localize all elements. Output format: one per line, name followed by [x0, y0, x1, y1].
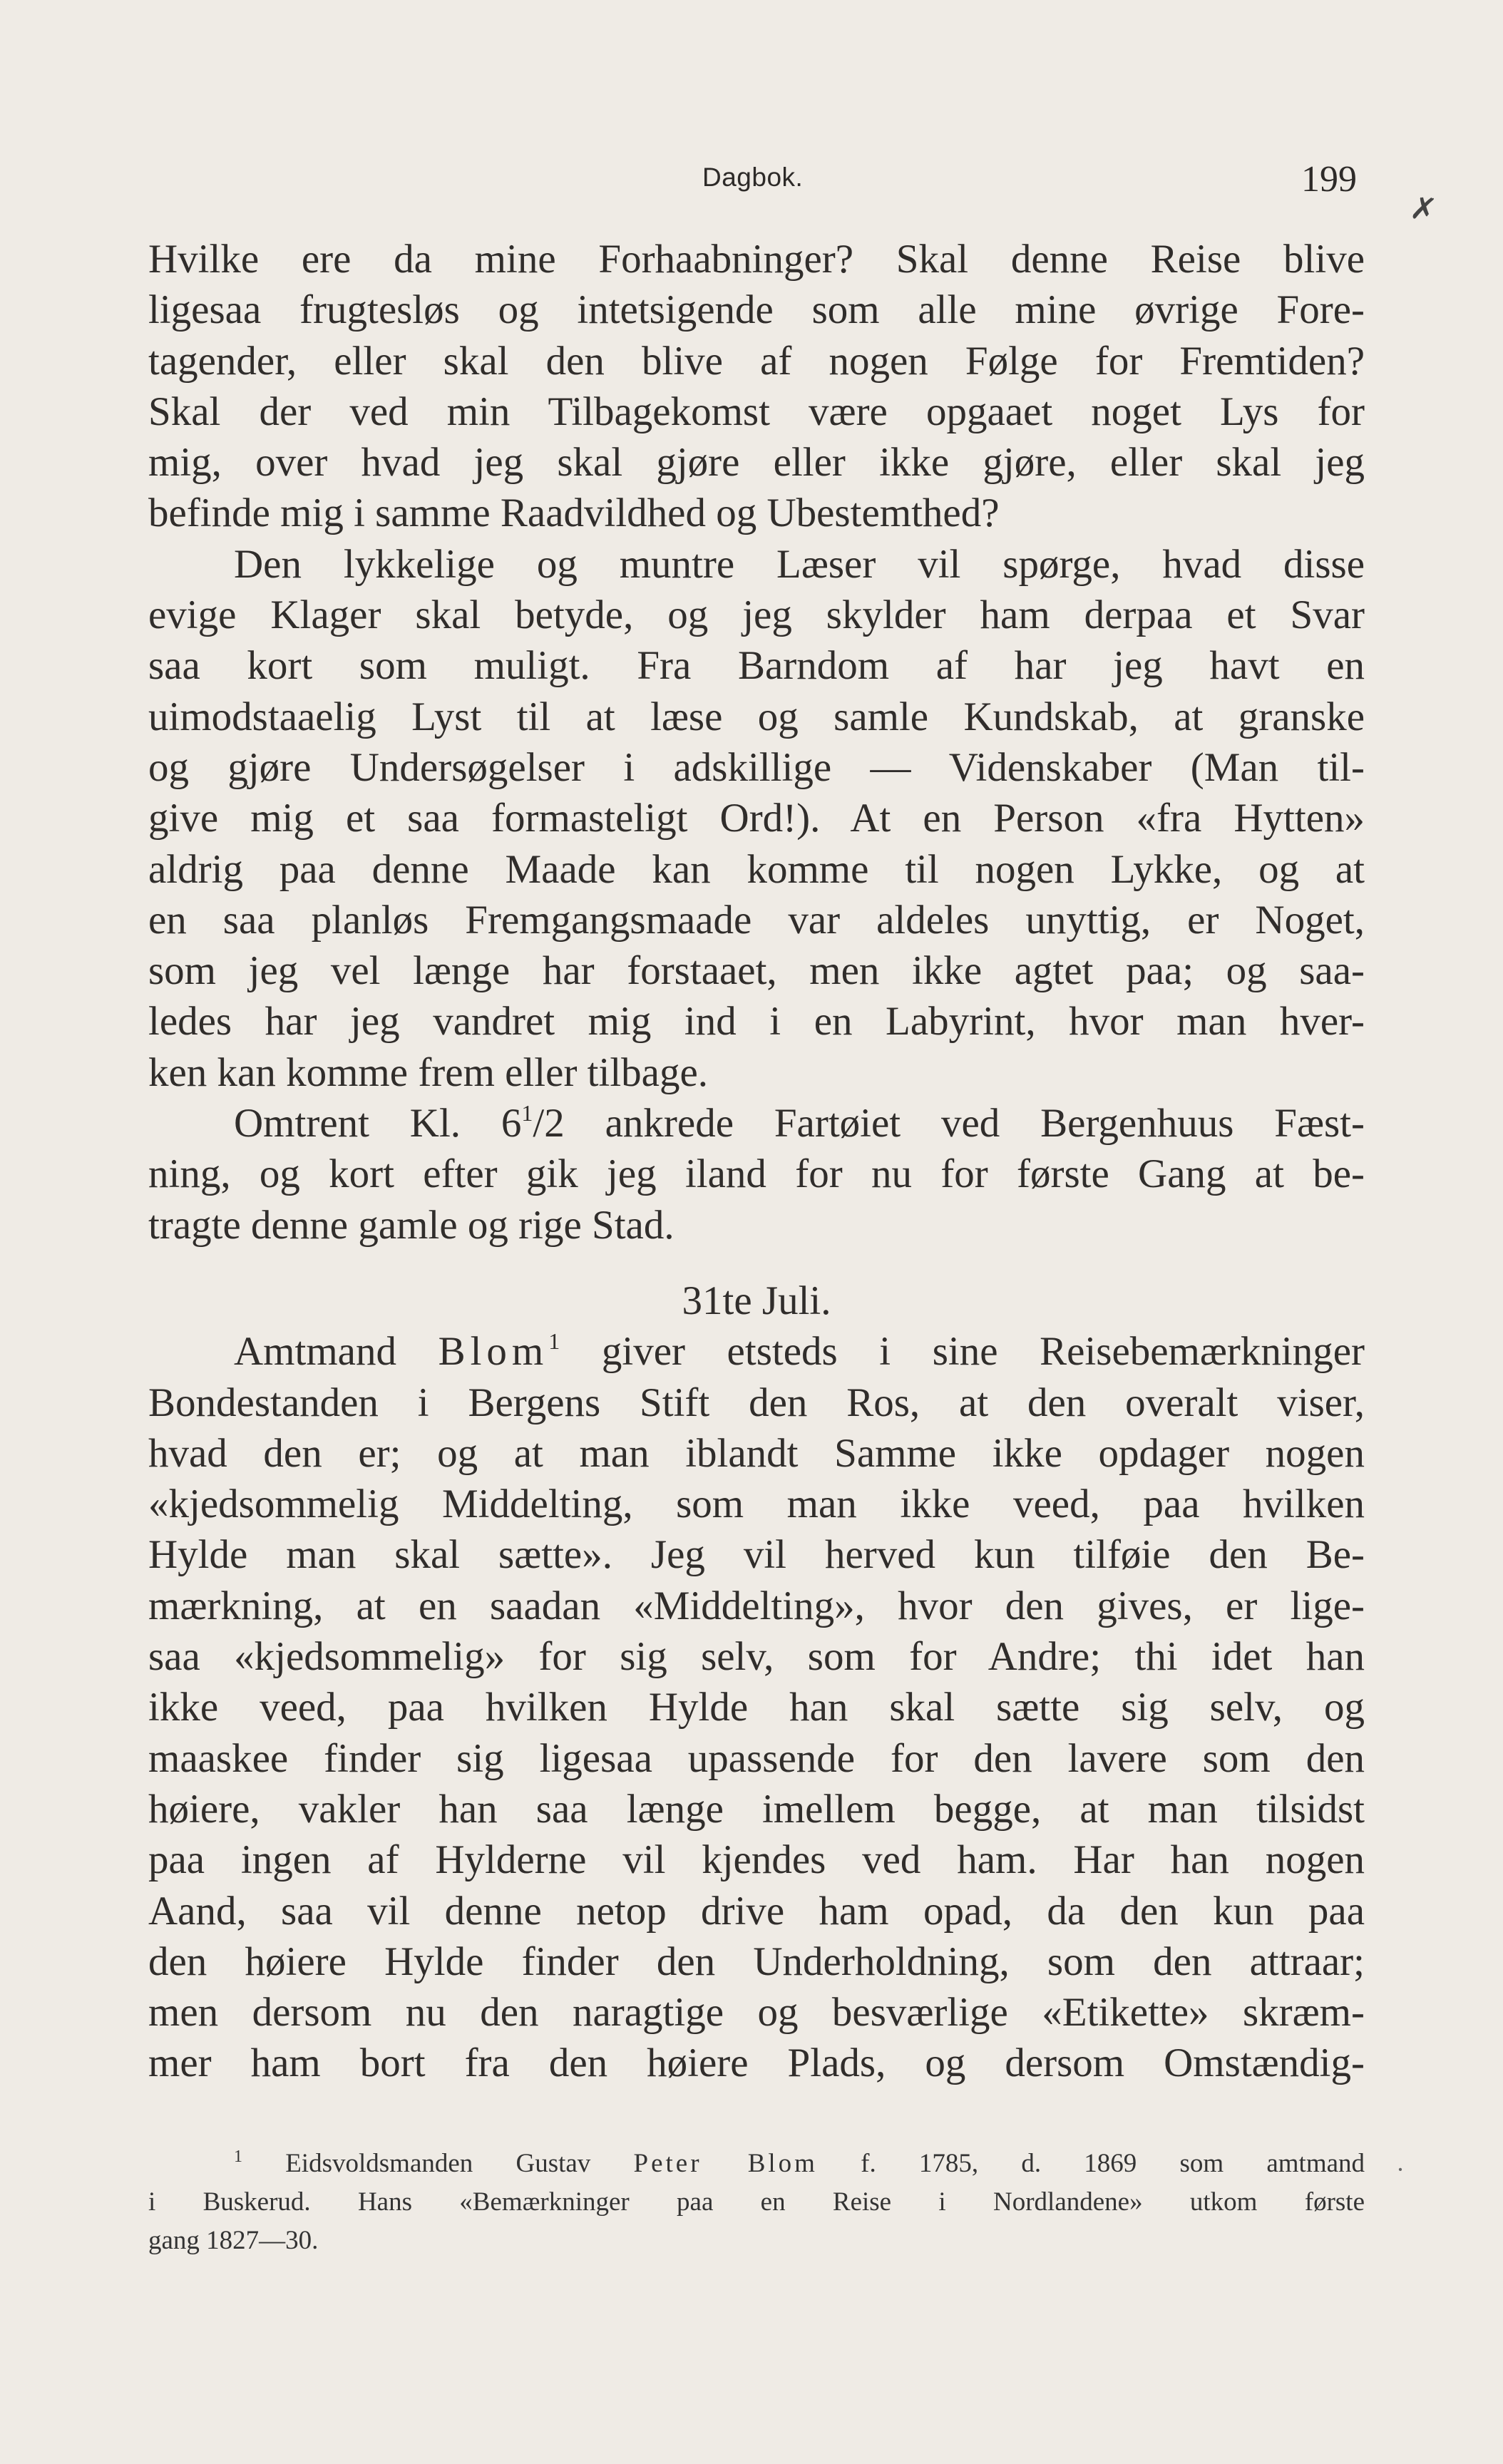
- page-number: 199: [1301, 159, 1357, 200]
- text-line: som jeg vel længe har forstaaet, men ikke agtet paa; og saa-: [148, 948, 1365, 994]
- date-heading: 31te Juli.: [682, 1278, 831, 1323]
- footnote-marker: 1: [234, 2147, 242, 2166]
- text-line: aldrig paa denne Maade kan komme til nogen Lykke, og at: [148, 846, 1365, 892]
- text-line: ligesaa frugtesløs og intetsigende som alle mine øvrige Fore-: [148, 287, 1365, 333]
- margin-dot: ·: [1396, 2155, 1405, 2184]
- text-line: evige Klager skal betyde, og jeg skylder ham derpaa et Svar: [148, 592, 1365, 638]
- text-line: ledes har jeg vandret mig ind i en Labyrint, hvor man hver-: [148, 999, 1365, 1044]
- text-line: mig, over hvad jeg skal gjøre eller ikke gjøre, eller skal jeg: [148, 440, 1365, 486]
- text-line: hvad den er; og at man iblandt Samme ikke opdager nogen: [148, 1430, 1365, 1476]
- time-prefix: Omtrent Kl. 6: [234, 1101, 522, 1146]
- footnote-name: Peter Blom: [633, 2149, 818, 2178]
- footnote-line: i Buskerud. Hans «Bemærkninger paa en Reise i Nordlandene» utkom første: [148, 2187, 1365, 2217]
- text-line: give mig et saa formasteligt Ord!). At en Person «fra Hytten»: [148, 796, 1365, 841]
- text-line: maaskee finder sig ligesaa upassende for den lavere som den: [148, 1735, 1365, 1781]
- text-line: Hylde man skal sætte». Jeg vil herved kun tilføie den Be-: [148, 1532, 1365, 1578]
- fraction-denominator: /2: [533, 1101, 565, 1146]
- text-line: Skal der ved min Tilbagekomst være opgaaet noget Lys for: [148, 389, 1365, 434]
- paragraph-first-line: Amtmand Blom$^1$ giver etsteds i sine Reisebemærkninger: [234, 1328, 1365, 1375]
- text-line: en saa planløs Fremgangsmaade var aldeles unyttig, er Noget,: [148, 897, 1365, 943]
- time-line: [148, 1098, 1365, 1149]
- text-line: «kjedsommelig Middelting, som man ikke veed, paa hvilken: [148, 1482, 1365, 1527]
- fraction-numerator: 1: [521, 1100, 533, 1126]
- text-line: men dersom nu den naragtige og besværlige «Etikette» skræm-: [148, 1990, 1365, 2036]
- text-line: ken kan komme frem eller tilbage.: [148, 1049, 709, 1095]
- footnote-ref: 1: [548, 1328, 560, 1355]
- text-line: Aand, saa vil denne netop drive ham opad, da den kun paa: [148, 1888, 1365, 1934]
- person-name: Blom: [438, 1329, 549, 1375]
- footnote-line: $^1$ Eidsvoldsmanden Gustav Peter Blom f. 1785, d. 1869 som amtmand: [234, 2147, 1365, 2178]
- text-line: saa kort som muligt. Fra Barndom af har jeg havt en: [148, 643, 1365, 689]
- text-line: ikke veed, paa hvilken Hylde han skal sætte sig selv, og: [148, 1685, 1365, 1730]
- text-line: mer ham bort fra den høiere Plads, og dersom Omstændig-: [148, 2040, 1365, 2086]
- text-line: den høiere Hylde finder den Underholdning, som den attraar;: [148, 1939, 1365, 1984]
- handwritten-margin-mark: ✗: [1407, 190, 1440, 229]
- text-line: ning, og kort efter gik jeg iland for nu for første Gang at be-: [148, 1151, 1365, 1197]
- running-header: Dagbok.: [702, 163, 804, 192]
- text-line: saa «kjedsommelig» for sig selv, som for Andre; thi idet han: [148, 1634, 1365, 1680]
- footnote: [148, 2145, 1365, 2260]
- footnote-line: gang 1827—30.: [148, 2226, 319, 2255]
- text-line: befinde mig i samme Raadvildhed og Ubestemthed?: [148, 491, 1000, 536]
- text-line: og gjøre Undersøgelser i adskillige — Videnskaber (Man til-: [148, 744, 1365, 790]
- text-line: uimodstaaelig Lyst til at læse og samle Kundskab, at granske: [148, 694, 1365, 739]
- body-text: [148, 234, 1365, 2089]
- text-line: Hvilke ere da mine Forhaabninger? Skal denne Reise blive: [148, 237, 1365, 282]
- text-line: mærkning, at en saadan «Middelting», hvor den gives, er lige-: [148, 1583, 1365, 1628]
- text-line: tragte denne gamle og rige Stad.: [148, 1202, 674, 1248]
- text-line: høiere, vakler han saa længe imellem begge, at man tilsidst: [148, 1786, 1365, 1832]
- text-line: paa ingen af Hylderne vil kjendes ved ham. Har han nogen: [148, 1837, 1365, 1883]
- text-line: Den lykkelige og muntre Læser vil spørge, hvad disse: [234, 541, 1365, 587]
- text-line: tagender, eller skal den blive af nogen Følge for Fremtiden?: [148, 338, 1365, 384]
- time-rest: ankrede Fartøiet ved Bergenhuus Fæst-: [564, 1101, 1365, 1146]
- text-line: Bondestanden i Bergens Stift den Ros, at den overalt viser,: [148, 1380, 1365, 1425]
